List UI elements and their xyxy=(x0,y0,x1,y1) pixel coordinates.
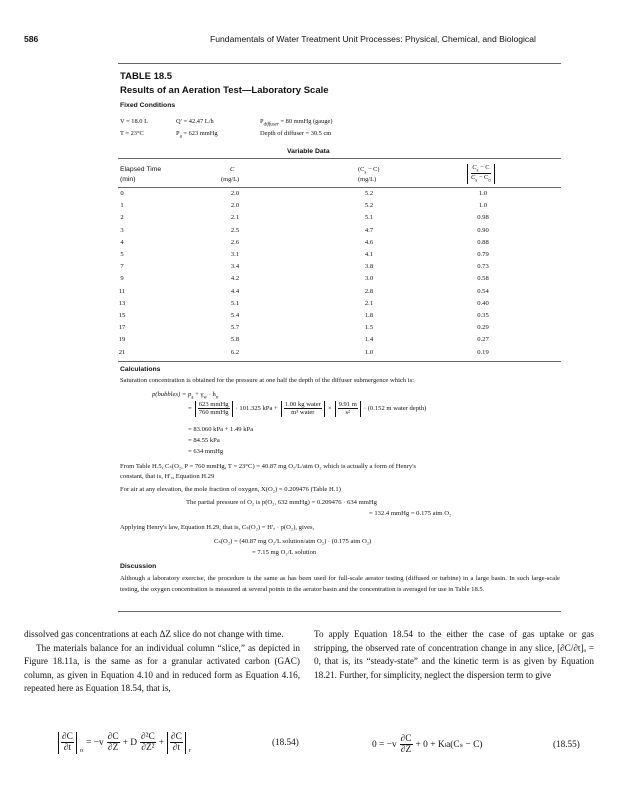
table-cell: 17 xyxy=(118,324,126,332)
body-right-para: To apply Equation 18.54 to the either the case of gas uptake or gas stripping, the observed rate of concentration change in any slice, [∂C/∂t]ₒ = 0, that is, its “steady-state” and the kinetic term is as given by Equation 18.21. Further, for simplicity, neglect the dispersion term to give xyxy=(314,629,594,680)
partial-pressure-line-2: = 132.4 mmHg = 0.175 atm O₂ xyxy=(369,510,452,517)
table-cell: 0.73 xyxy=(477,263,489,271)
table-cell: 1 xyxy=(120,202,124,210)
body-left-column xyxy=(24,628,300,696)
table-cell: 7 xyxy=(120,263,124,271)
mole-fraction-line: For air at any elevation, the mole fraction of oxygen, X(O₂) = 0.209476 (Table H.1) xyxy=(120,486,341,493)
table-cell: 5.7 xyxy=(230,324,240,332)
table-cell: 3.1 xyxy=(230,251,240,258)
equation-18-55: 0 = −v $\frac{\partial C}{\partial Z}$ + 0 + Kₗa(Cₛ − C) xyxy=(372,734,483,756)
body-left-para-2: The materials balance for an individual column “slice,” as depicted in Figure 18.11a, is the same as for a granular activated carbon (GAC) column, as given in Equation 4.10 and in reduced form as Equation 4.16, repeated here as Equation 18.54, that is, xyxy=(24,642,300,694)
calc-line-4: = 84.55 kPa xyxy=(188,437,220,444)
calc-intro: Saturation concentration is obtained for the pressure at one half the depth of the diffuser submergence which is: xyxy=(120,377,415,384)
discussion-heading: Discussion xyxy=(120,563,157,570)
applying-henry-line: Applying Henry's law, Equation H.29, that is, Cₛ(O₂) = H′ₐ · p(O₂), gives, xyxy=(120,524,315,531)
table-cell: 3.0 xyxy=(364,275,374,283)
cs-line-1: Cₛ(O₂) = (40.87 mg O₂/L solution/atm O₂) · (0.175 atm O₂) xyxy=(214,538,372,545)
table-cell: 0.54 xyxy=(477,287,489,295)
col-deficit-unit: (mg/L) xyxy=(358,176,377,183)
table-bottom-rule xyxy=(118,611,561,612)
table-cell: 0.98 xyxy=(477,214,489,222)
table-cell: 11 xyxy=(118,287,126,295)
variable-data-heading: Variable Data xyxy=(287,148,330,155)
table-cell: 4.7 xyxy=(364,226,374,234)
calc-fraction-gravity: $\frac{9.91 m}{\text{s²}}$ xyxy=(335,401,361,417)
table-cell: 1.0 xyxy=(478,202,488,210)
table-cell: 1.5 xyxy=(364,324,374,332)
table-cell: 2.6 xyxy=(230,238,240,246)
table-cell: 0.79 xyxy=(477,251,489,258)
table-cell: 4 xyxy=(120,238,124,246)
data-bottom-rule xyxy=(118,361,561,362)
table-cell: 5.1 xyxy=(230,299,240,307)
table-cell: 4.1 xyxy=(364,251,374,258)
col-C-unit: (mg/L) xyxy=(221,176,240,183)
col-deficit: $(C_s - C)$ xyxy=(358,166,380,176)
calc-line-5: = 634 mmHg xyxy=(188,448,224,455)
table-cell: 2.0 xyxy=(230,190,240,197)
table-cell: 6.2 xyxy=(230,348,240,356)
table-cell: 0.90 xyxy=(477,226,489,234)
running-title: Fundamentals of Water Treatment Unit Processes: Physical, Chemical, and Biological xyxy=(210,34,536,44)
body-right-column xyxy=(314,628,594,682)
table-cell: 1.8 xyxy=(364,312,374,319)
table-cell: 5.8 xyxy=(230,336,240,344)
cs-line-2: = 7.15 mg O₂/L solution xyxy=(252,549,317,556)
col-elapsed-time: Elapsed Time xyxy=(120,166,162,173)
col-ratio-denominator: $C_s - C_o$ xyxy=(471,174,491,184)
equation-18-55-number: (18.55) xyxy=(553,739,580,749)
table-top-rule xyxy=(118,63,561,64)
body-left-para-1: dissolved gas concentrations at each ΔZ slice do not change with time. xyxy=(24,629,284,639)
table-cell: 2.1 xyxy=(364,299,374,307)
table-cell: 5.4 xyxy=(230,312,240,319)
table-cell: 15 xyxy=(118,312,126,319)
fixed-conditions-heading: Fixed Conditions xyxy=(120,102,176,109)
col-elapsed-unit: (min) xyxy=(120,176,136,183)
fixed-temperature: T = 23°C xyxy=(120,130,144,137)
table-cell: 1.4 xyxy=(364,336,374,344)
fixed-flow: Q′ = 42.47 L/h xyxy=(176,118,214,125)
table-label: TABLE 18.5 xyxy=(120,71,173,82)
partial-pressure-line-1: The partial pressure of O₂ is p(O₂, 632 mmHg) = 0.209476 · 634 mmHg xyxy=(186,499,377,506)
table-cell: 5.2 xyxy=(364,190,374,197)
calc-p-bubbles: p(bubbles) = $p_a + \gamma_w \cdot h_o$ xyxy=(152,391,219,401)
table-cell: 0.29 xyxy=(477,324,489,332)
table-cell: 9 xyxy=(120,275,124,283)
table-cell: 21 xyxy=(118,348,126,356)
table-cell: 3 xyxy=(120,226,124,234)
table-cell: 2.1 xyxy=(230,214,240,222)
table-cell: 5 xyxy=(120,251,124,258)
table-cell: 4.4 xyxy=(230,287,240,295)
table-cell: 0.40 xyxy=(477,299,489,307)
calc-line-3: = 83.060 kPa + 1.49 kPa xyxy=(188,426,254,433)
header-rule-bottom xyxy=(118,187,561,188)
fixed-volume: V = 18.0 L xyxy=(120,118,148,125)
calc-fraction-pressure: $\frac{\text{623 mmHg}}{\text{760 mmHg}}$ xyxy=(195,401,233,417)
table-cell: 2.5 xyxy=(230,226,240,234)
fixed-diffuser-pressure: $P_{diffuser} = 80$ mmHg (gauge) xyxy=(260,118,333,128)
table-cell: 2 xyxy=(120,214,124,222)
fixed-atm-pressure: $P_a = 623$ mmHg xyxy=(176,130,218,140)
henry-line-1: From Table H.5, Cₛ(O₂, P = 760 mmHg, T = 23°C) = 40.87 mg O₂/L/atm O₂ which is actually a form of Henry's xyxy=(120,463,416,470)
table-cell: 1.0 xyxy=(478,190,488,197)
table-cell: 0.35 xyxy=(477,312,489,319)
table-cell: 2.8 xyxy=(364,287,374,295)
table-cell: 5.1 xyxy=(364,214,374,222)
equation-18-54-number: (18.54) xyxy=(272,737,299,747)
calculations-heading: Calculations xyxy=(120,366,161,373)
table-cell: 13 xyxy=(118,299,126,307)
col-ratio-numerator: $C_s - C$ xyxy=(472,164,490,174)
table-cell: 0.27 xyxy=(477,336,489,344)
table-cell: 4.2 xyxy=(230,275,240,283)
calc-fraction-density: $\frac{\text{1.00 kg water}}{\text{m³ water}}$ xyxy=(281,401,325,417)
page-number: 586 xyxy=(24,34,39,44)
table-cell: 19 xyxy=(118,336,126,344)
header-rule-top xyxy=(118,158,561,159)
equation-18-54: $\frac{\partial C}{\partial t}$ $_o$ = −v $\frac{\partial C}{\partial Z}$ + D $\frac{\text{∂²C}}{\text{∂Z²}}$ + $\frac{\partial C}{\partial t}$ $_r$ xyxy=(58,732,191,754)
calc-line-2: = $\frac{\text{623 mmHg}}{\text{760 mmHg}}$ · 101.325 kPa + $\frac{\text{1.00 kg water}}{\text{m³ water}}$ × $\frac{9.91 m}{\text{s²}}$ · (0.152 m water depth) xyxy=(188,401,427,417)
table-cell: 1.0 xyxy=(364,348,374,356)
table-cell: 0.88 xyxy=(477,238,489,246)
table-cell: 3.8 xyxy=(364,263,374,271)
table-cell: 4.6 xyxy=(364,238,374,246)
table-cell: 0 xyxy=(120,190,124,197)
discussion-text: Although a laboratory exercise, the procedure is the same as has been used for full-scale aerator testing (diffused or turbine) in a large basin. In such large-scale testing, the oxygen concentration is measured at several points in the aerator basin and the concentration is averaged for use in Table 18.5. xyxy=(120,575,560,593)
fixed-depth: Depth of diffuser = 30.5 cm xyxy=(260,130,332,137)
table-cell: 2.0 xyxy=(230,202,240,210)
henry-line-2: constant, that is, H′ₐ, Equation H.29 xyxy=(120,473,215,480)
table-cell: 5.2 xyxy=(364,202,374,210)
col-ratio xyxy=(467,164,495,184)
table-cell: 3.4 xyxy=(230,263,240,271)
table-cell: 0.58 xyxy=(477,275,489,283)
table-title: Results of an Aeration Test—Laboratory Scale xyxy=(120,85,329,96)
col-C: C xyxy=(230,166,235,173)
table-cell: 0.19 xyxy=(477,348,489,356)
